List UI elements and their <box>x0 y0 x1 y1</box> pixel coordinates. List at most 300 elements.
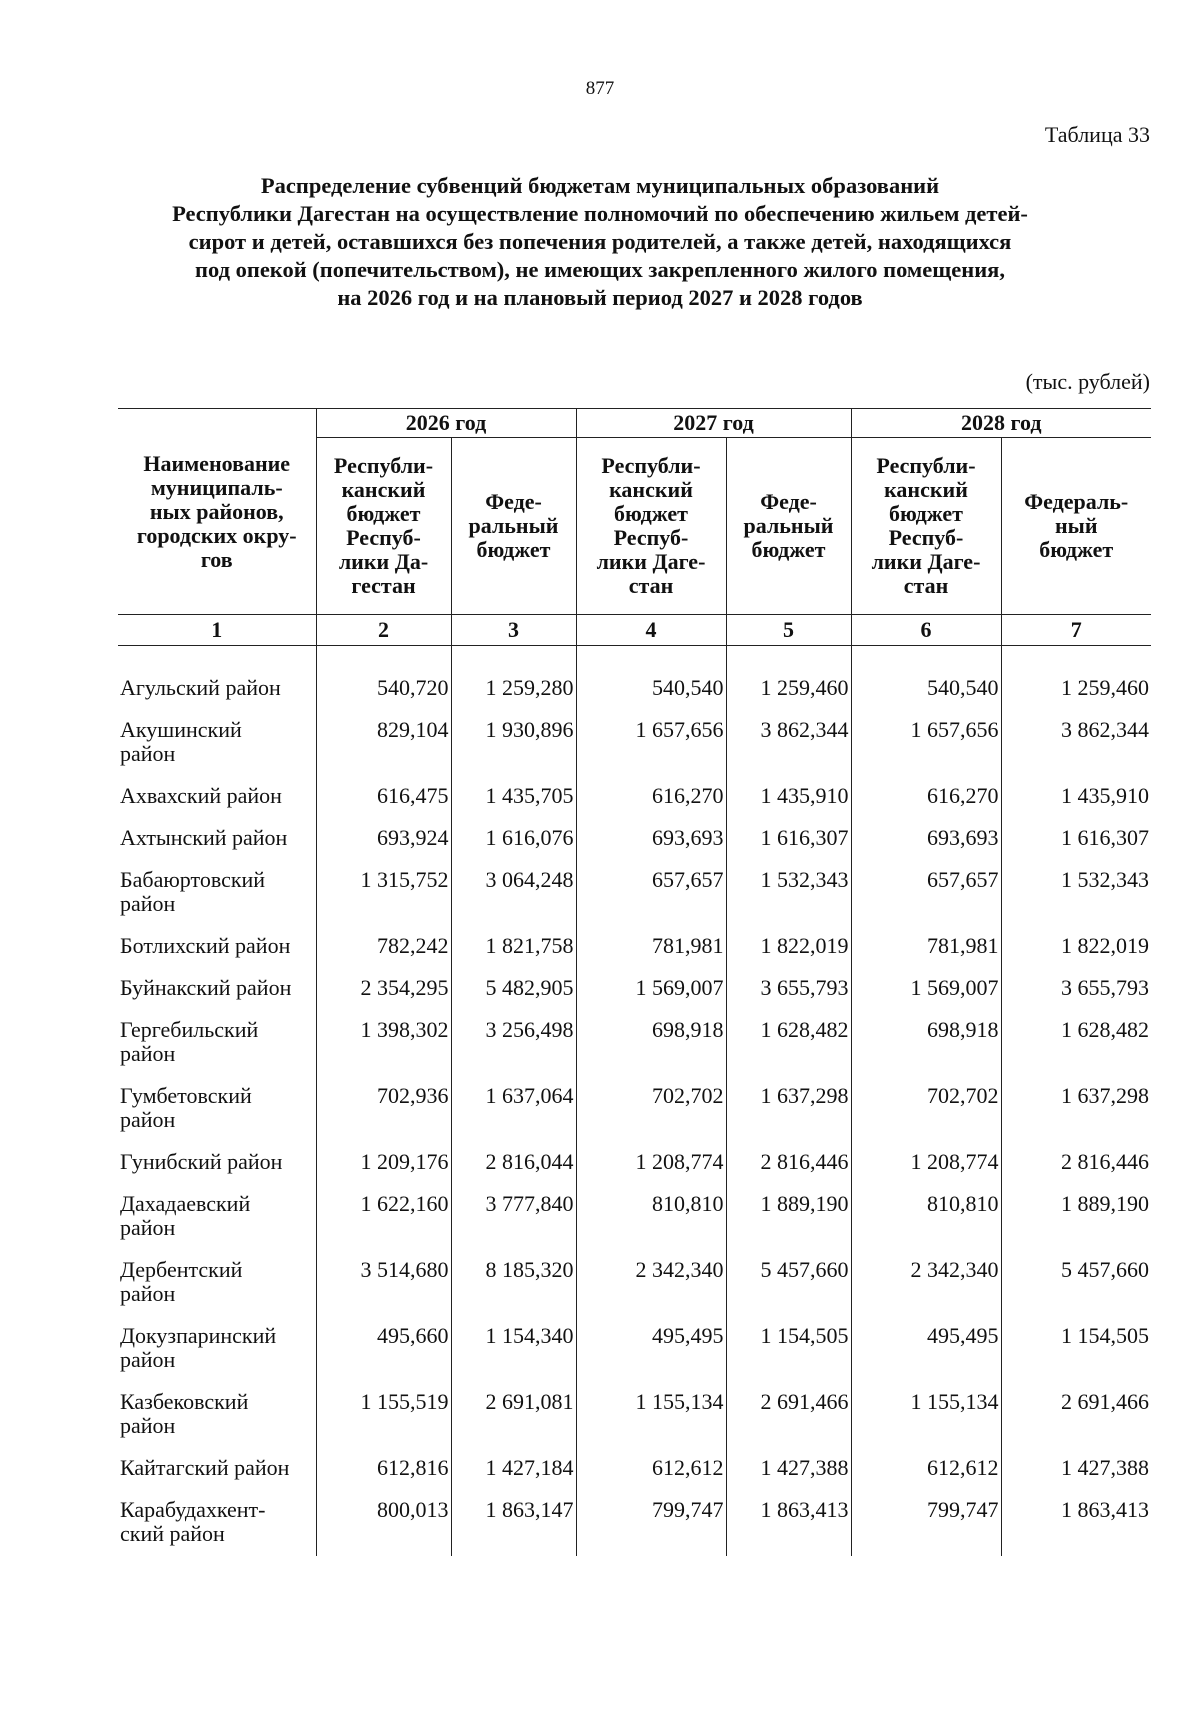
value-text: 1 208,774 <box>635 1149 724 1174</box>
value-cell <box>316 668 451 710</box>
value-text: 540,720 <box>377 675 449 700</box>
table-row <box>118 776 1151 818</box>
value-cell <box>451 710 576 776</box>
value-cell <box>851 860 1001 926</box>
district-name <box>118 926 316 968</box>
value-cell <box>316 926 451 968</box>
district-name <box>118 1250 316 1316</box>
value-cell <box>726 1076 851 1142</box>
value-text: 1 427,388 <box>1061 1455 1149 1480</box>
district-name-line: Докузпаринский <box>120 1323 277 1348</box>
district-name-line: район <box>120 891 176 916</box>
value-cell <box>316 818 451 860</box>
header-subcolumn-line: бюджет <box>751 537 826 562</box>
value-cell <box>576 710 726 776</box>
header-subcolumn-line: ральный <box>743 513 834 538</box>
value-text: 1 889,190 <box>1061 1191 1149 1216</box>
district-name-line: Дербентский <box>120 1257 243 1282</box>
value-text: 1 208,774 <box>910 1149 999 1174</box>
value-cell <box>316 1142 451 1184</box>
header-subcolumn-line: Феде- <box>485 489 542 514</box>
column-number: 1 <box>118 615 316 646</box>
table-row <box>118 818 1151 860</box>
value-cell <box>726 1382 851 1448</box>
value-text: 693,924 <box>377 825 449 850</box>
district-name-line: район <box>120 1413 176 1438</box>
value-cell <box>1001 926 1151 968</box>
value-cell <box>851 668 1001 710</box>
value-text: 1 435,910 <box>760 783 849 808</box>
value-text: 800,013 <box>377 1497 449 1522</box>
header-subcolumn-line: лики Даге- <box>596 549 706 574</box>
value-cell <box>726 1142 851 1184</box>
district-name <box>118 1010 316 1076</box>
value-text: 5 457,660 <box>1061 1257 1149 1282</box>
value-cell <box>1001 1316 1151 1382</box>
district-name <box>118 1448 316 1490</box>
value-text: 2 816,446 <box>760 1149 849 1174</box>
title-line: на 2026 год и на плановый период 2027 и 2028 годов <box>337 285 863 310</box>
district-name <box>118 1382 316 1448</box>
value-text: 2 691,081 <box>485 1389 574 1414</box>
table-body <box>118 646 1151 1557</box>
district-name-line: район <box>120 1215 176 1240</box>
value-text: 1 657,656 <box>635 717 724 742</box>
header-subcolumn-line: гестан <box>351 573 416 598</box>
column-number: 2 <box>316 615 451 646</box>
value-cell <box>851 1010 1001 1076</box>
value-text: 612,612 <box>927 1455 999 1480</box>
value-cell <box>851 710 1001 776</box>
header-subcolumn <box>1001 438 1151 615</box>
value-text: 2 691,466 <box>760 1389 849 1414</box>
header-subcolumn-line: бюджет <box>889 501 963 526</box>
value-cell <box>1001 1076 1151 1142</box>
value-text: 1 637,298 <box>1061 1083 1149 1108</box>
value-cell <box>316 860 451 926</box>
district-name-line: Кайтагский район <box>120 1455 290 1480</box>
header-subcolumn-line: Республи- <box>876 453 976 478</box>
value-cell <box>726 1448 851 1490</box>
value-cell <box>451 968 576 1010</box>
value-cell <box>1001 1010 1151 1076</box>
header-subcolumn-line: бюджет <box>476 537 551 562</box>
table-row <box>118 1142 1151 1184</box>
value-cell <box>451 1490 576 1556</box>
header-name-line: Наименование <box>143 450 291 476</box>
table-label: Таблица 33 <box>1044 122 1150 147</box>
header-subcolumn-line: Федераль- <box>1024 489 1129 514</box>
value-cell <box>451 776 576 818</box>
value-cell <box>1001 1184 1151 1250</box>
value-cell <box>1001 1448 1151 1490</box>
value-text: 1 616,307 <box>1061 825 1149 850</box>
header-column-numbers-row <box>118 615 1151 646</box>
value-text: 781,981 <box>927 933 999 958</box>
district-name-line: Агульский район <box>120 675 281 700</box>
value-cell <box>316 1010 451 1076</box>
district-name-line: Казбековский <box>120 1389 249 1414</box>
value-cell <box>851 1448 1001 1490</box>
value-text: 781,981 <box>652 933 724 958</box>
district-name-line: район <box>120 1347 176 1372</box>
value-text: 616,270 <box>652 783 724 808</box>
value-cell <box>726 1490 851 1556</box>
table-row <box>118 668 1151 710</box>
table-row <box>118 968 1151 1010</box>
value-cell <box>576 1250 726 1316</box>
value-cell <box>726 860 851 926</box>
value-text: 1 435,910 <box>1061 783 1149 808</box>
header-subcolumn-line: Респуб- <box>888 525 964 550</box>
value-text: 1 209,176 <box>360 1149 449 1174</box>
value-cell <box>851 1490 1001 1556</box>
district-name-line: район <box>120 741 176 766</box>
value-text: 810,810 <box>652 1191 724 1216</box>
value-text: 1 616,307 <box>760 825 849 850</box>
spacer-row <box>118 646 1151 669</box>
header-subcolumn-line: Республи- <box>333 453 434 478</box>
value-cell <box>576 1076 726 1142</box>
value-cell <box>851 1184 1001 1250</box>
value-text: 8 185,320 <box>485 1257 574 1282</box>
value-cell <box>451 818 576 860</box>
value-text: 3 777,840 <box>485 1191 574 1216</box>
header-subcolumn-line: стан <box>628 573 674 598</box>
header-year-2027: 2027 год <box>576 409 851 438</box>
header-subcolumn-line: канский <box>341 477 426 502</box>
value-cell <box>451 1142 576 1184</box>
table-row <box>118 860 1151 926</box>
value-cell <box>451 860 576 926</box>
value-text: 657,657 <box>927 867 999 892</box>
value-text: 1 315,752 <box>360 867 449 892</box>
header-subcolumn-line: бюджет <box>1039 537 1114 562</box>
header-year-2028: 2028 год <box>851 409 1151 438</box>
value-text: 810,810 <box>927 1191 999 1216</box>
district-name <box>118 668 316 710</box>
value-cell <box>576 1316 726 1382</box>
district-name-line: Гергебильский <box>120 1017 259 1042</box>
value-cell <box>316 1490 451 1556</box>
header-subcolumn-line: Феде- <box>760 489 817 514</box>
title-line: сирот и детей, оставшихся без попечения родителей, а также детей, находящихся <box>188 229 1012 254</box>
value-cell <box>726 1250 851 1316</box>
value-cell <box>451 1382 576 1448</box>
value-text: 3 514,680 <box>360 1257 449 1282</box>
header-name-line: ных районов, <box>149 498 284 524</box>
value-text: 3 862,344 <box>1061 717 1149 742</box>
district-name <box>118 860 316 926</box>
table-row <box>118 710 1151 776</box>
value-cell <box>316 1184 451 1250</box>
header-subcolumn-line: Респуб- <box>346 525 421 550</box>
table-row <box>118 1382 1151 1448</box>
value-text: 1 569,007 <box>910 975 999 1000</box>
value-cell <box>451 1316 576 1382</box>
value-text: 1 398,302 <box>360 1017 449 1042</box>
table-row <box>118 1316 1151 1382</box>
district-name <box>118 1142 316 1184</box>
value-text: 799,747 <box>652 1497 724 1522</box>
value-cell <box>851 818 1001 860</box>
value-text: 2 816,044 <box>485 1149 574 1174</box>
district-name-line: Ботлихский район <box>120 933 291 958</box>
value-text: 616,270 <box>927 783 999 808</box>
value-text: 1 657,656 <box>910 717 999 742</box>
title-line: под опекой (попечительством), не имеющих закрепленного жилого помещения, <box>195 257 1005 282</box>
value-text: 5 482,905 <box>485 975 574 1000</box>
column-number: 6 <box>851 615 1001 646</box>
value-cell <box>1001 1490 1151 1556</box>
value-text: 616,475 <box>377 783 449 808</box>
value-text: 1 569,007 <box>635 975 724 1000</box>
value-text: 2 342,340 <box>635 1257 724 1282</box>
value-cell <box>726 1316 851 1382</box>
value-cell <box>576 1184 726 1250</box>
value-cell <box>726 968 851 1010</box>
header-subcolumn-line: канский <box>609 477 693 502</box>
value-cell <box>851 1076 1001 1142</box>
value-text: 799,747 <box>927 1497 999 1522</box>
value-cell <box>576 968 726 1010</box>
value-cell <box>316 710 451 776</box>
value-cell <box>726 1010 851 1076</box>
value-text: 1 259,460 <box>760 675 849 700</box>
column-number: 4 <box>576 615 726 646</box>
value-text: 698,918 <box>927 1017 999 1042</box>
value-text: 540,540 <box>927 675 999 700</box>
value-text: 702,936 <box>377 1083 449 1108</box>
header-subcolumn-line: бюджет <box>346 501 421 526</box>
value-text: 1 532,343 <box>1061 867 1149 892</box>
district-name-line: район <box>120 1107 176 1132</box>
value-text: 693,693 <box>652 825 724 850</box>
header-subcolumn <box>451 438 576 615</box>
value-cell <box>726 818 851 860</box>
district-name-line: Буйнакский район <box>120 975 292 1000</box>
value-cell <box>316 1382 451 1448</box>
value-text: 1 427,388 <box>760 1455 849 1480</box>
value-cell <box>1001 668 1151 710</box>
page-number: 877 <box>585 78 615 99</box>
district-name <box>118 1490 316 1556</box>
value-cell <box>726 926 851 968</box>
value-cell <box>451 1010 576 1076</box>
district-name-line: Бабаюртовский <box>120 867 266 892</box>
value-text: 702,702 <box>652 1083 724 1108</box>
header-subcolumn-line: лики Даге- <box>871 549 981 574</box>
header-name-line: гов <box>200 546 233 572</box>
value-text: 1 154,340 <box>485 1323 574 1348</box>
value-cell <box>576 1448 726 1490</box>
value-text: 495,495 <box>927 1323 999 1348</box>
value-text: 1 930,896 <box>485 717 574 742</box>
value-text: 612,816 <box>377 1455 449 1480</box>
district-name <box>118 710 316 776</box>
title-line: Распределение субвенций бюджетам муниципальных образований <box>260 173 940 198</box>
district-name <box>118 968 316 1010</box>
value-text: 1 435,705 <box>485 783 574 808</box>
value-text: 1 628,482 <box>760 1017 849 1042</box>
value-cell <box>851 1382 1001 1448</box>
district-name <box>118 1184 316 1250</box>
value-cell <box>1001 710 1151 776</box>
value-cell <box>451 1076 576 1142</box>
value-cell <box>1001 1250 1151 1316</box>
header-subcolumn-line: канский <box>884 477 968 502</box>
district-name-line: Ахтынский район <box>120 825 288 850</box>
header-name-column <box>118 409 316 615</box>
value-text: 1 155,134 <box>635 1389 724 1414</box>
value-text: 1 863,413 <box>760 1497 849 1522</box>
value-text: 3 862,344 <box>760 717 849 742</box>
table-row <box>118 1490 1151 1556</box>
value-cell <box>316 1316 451 1382</box>
table-title <box>100 172 1100 312</box>
value-text: 540,540 <box>652 675 724 700</box>
value-cell <box>316 1076 451 1142</box>
value-cell <box>451 1250 576 1316</box>
value-text: 1 637,064 <box>485 1083 574 1108</box>
column-number: 7 <box>1001 615 1151 646</box>
value-cell <box>1001 860 1151 926</box>
value-text: 1 822,019 <box>760 933 849 958</box>
header-subcolumn-line: Респуб- <box>613 525 689 550</box>
value-cell <box>726 776 851 818</box>
value-text: 1 622,160 <box>360 1191 449 1216</box>
value-text: 3 064,248 <box>485 867 574 892</box>
value-cell <box>851 1142 1001 1184</box>
subvention-table <box>118 408 1151 1556</box>
value-text: 1 628,482 <box>1061 1017 1149 1042</box>
value-cell <box>1001 1382 1151 1448</box>
district-name <box>118 1076 316 1142</box>
value-cell <box>726 668 851 710</box>
value-cell <box>451 668 576 710</box>
value-cell <box>316 1250 451 1316</box>
value-cell <box>851 926 1001 968</box>
value-text: 1 822,019 <box>1061 933 1149 958</box>
value-text: 1 155,134 <box>910 1389 999 1414</box>
value-text: 2 342,340 <box>910 1257 999 1282</box>
value-cell <box>851 1316 1001 1382</box>
header-subcolumn-line: лики Да- <box>338 549 429 574</box>
value-cell <box>726 710 851 776</box>
header-subcolumn <box>851 438 1001 615</box>
table-row <box>118 1076 1151 1142</box>
value-cell <box>576 668 726 710</box>
value-cell <box>1001 776 1151 818</box>
value-text: 5 457,660 <box>760 1257 849 1282</box>
value-text: 1 616,076 <box>485 825 574 850</box>
district-name-line: район <box>120 1281 176 1306</box>
table-row <box>118 1448 1151 1490</box>
district-name-line: Ахвахский район <box>120 783 282 808</box>
header-subcolumn-line: стан <box>903 573 949 598</box>
district-name-line: Карабудахкент- <box>120 1497 266 1522</box>
title-line: Республики Дагестан на осуществление полномочий по обеспечению жильем детей- <box>172 201 1028 226</box>
column-number: 5 <box>726 615 851 646</box>
value-cell <box>1001 968 1151 1010</box>
header-subcolumn <box>726 438 851 615</box>
district-name-line: Гунибский район <box>120 1149 283 1174</box>
value-cell <box>576 926 726 968</box>
column-number: 3 <box>451 615 576 646</box>
value-text: 2 691,466 <box>1061 1389 1149 1414</box>
value-text: 2 816,446 <box>1061 1149 1149 1174</box>
value-cell <box>576 818 726 860</box>
value-text: 1 427,184 <box>485 1455 574 1480</box>
value-text: 3 655,793 <box>760 975 849 1000</box>
value-text: 1 154,505 <box>760 1323 849 1348</box>
district-name-line: Акушинский <box>120 717 242 742</box>
value-text: 2 354,295 <box>360 975 449 1000</box>
table-row <box>118 1010 1151 1076</box>
header-name-line: муниципаль- <box>150 474 283 500</box>
value-cell <box>576 776 726 818</box>
value-text: 495,495 <box>652 1323 724 1348</box>
value-cell <box>451 1448 576 1490</box>
header-name-line: городских окру- <box>136 522 297 548</box>
value-cell <box>316 968 451 1010</box>
header-subcolumn-line: ный <box>1054 513 1098 538</box>
value-cell <box>316 1448 451 1490</box>
value-text: 1 259,460 <box>1061 675 1149 700</box>
value-text: 1 532,343 <box>760 867 849 892</box>
header-subcolumn <box>316 438 451 615</box>
value-text: 3 256,498 <box>485 1017 574 1042</box>
value-cell <box>576 1010 726 1076</box>
value-text: 782,242 <box>377 933 449 958</box>
district-name <box>118 1316 316 1382</box>
table-row <box>118 926 1151 968</box>
value-text: 693,693 <box>927 825 999 850</box>
district-name-line: район <box>120 1041 176 1066</box>
value-cell <box>851 1250 1001 1316</box>
value-cell <box>726 1184 851 1250</box>
value-text: 612,612 <box>652 1455 724 1480</box>
value-cell <box>576 860 726 926</box>
value-cell <box>576 1490 726 1556</box>
units-label: (тыс. рублей) <box>1025 369 1150 394</box>
value-text: 829,104 <box>377 717 449 742</box>
value-text: 1 259,280 <box>485 675 574 700</box>
district-name-line: ский район <box>120 1521 225 1546</box>
value-text: 1 863,147 <box>485 1497 574 1522</box>
district-name-line: Дахадаевский <box>120 1191 251 1216</box>
table-row <box>118 1250 1151 1316</box>
district-name-line: Гумбетовский <box>120 1083 252 1108</box>
value-text: 495,660 <box>377 1323 449 1348</box>
header-subcolumn-line: ральный <box>468 513 559 538</box>
header-subcolumn-line: Республи- <box>601 453 701 478</box>
value-cell <box>451 1184 576 1250</box>
value-text: 1 821,758 <box>485 933 574 958</box>
header-years-row <box>118 409 1151 438</box>
value-cell <box>576 1142 726 1184</box>
district-name <box>118 776 316 818</box>
value-cell <box>451 926 576 968</box>
value-text: 1 863,413 <box>1061 1497 1149 1522</box>
value-text: 657,657 <box>652 867 724 892</box>
value-cell <box>576 1382 726 1448</box>
value-text: 702,702 <box>927 1083 999 1108</box>
table-row <box>118 1184 1151 1250</box>
value-cell <box>1001 1142 1151 1184</box>
value-text: 1 154,505 <box>1061 1323 1149 1348</box>
value-cell <box>316 776 451 818</box>
